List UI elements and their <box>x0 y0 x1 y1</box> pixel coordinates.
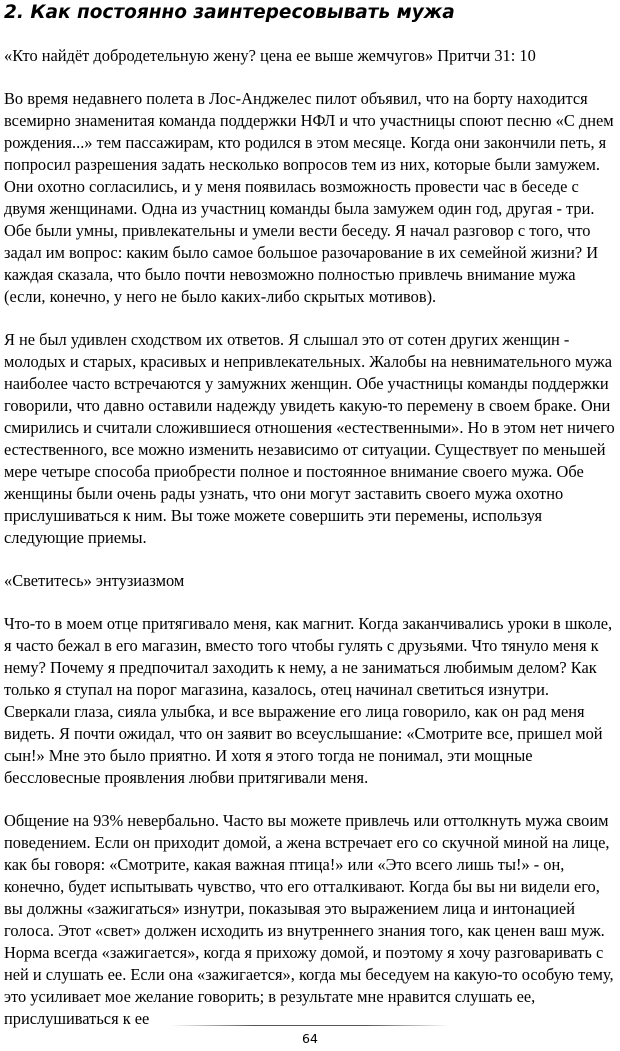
page-body <box>4 45 616 1051</box>
page-number: 64 <box>302 1031 318 1046</box>
paragraph: Во время недавнего полета в Лос-Анджелес пилот объявил, что на борту находится всемирно знаменитая команда поддержки НФЛ и что участницы споют песню «С днем рождения...» тем пассажирам, кто родился в этом месяце. Когда они закончили петь, я попросил разрешения задать несколько вопросов тем из них, которые были замужем. Они охотно согласились, и у меня появилась возможность провести час в беседе с двумя женщинами. Одна из участниц команды была замужем один год, другая - три. Обе были умны, привлекательны и умели вести беседу. Я начал разговор с того, что задал им вопрос: каким было самое большое разочарование в их семейной жизни? И каждая сказала, что было почти невозможно полностью привлечь внимание мужа (если, конечно, у него не было каких-либо скрытых мотивов). <box>4 89 614 306</box>
chapter-heading: 2. Как постоянно заинтересовывать мужа <box>4 2 455 23</box>
paragraph: Общение на 93% невербально. Часто вы можете привлечь или оттолкнуть мужа своим поведением. Если он приходит домой, а жена встречает его со скучной миной на лице, как бы говоря: «Смотрите, какая важная птица!» или «Это всего лишь ты!» - он, конечно, будет испытывать чувство, что его отталкивают. Когда бы вы ни видели его, вы должны «зажигаться» изнутри, показывая это выражением лица и интонацией голоса. Этот «свет» должен исходить из внутреннего знания того, как ценен ваш муж. Норма всегда «зажигается», когда я прихожу домой, и поэтому я хочу разговаривать с ней и слушать ее. Если она «зажигается», когда мы беседуем на какую-то особую тему, это усиливает мое желание говорить; в результате мне нравится слушать ее, прислушиваться к ее <box>4 811 614 1028</box>
paragraph: Я не был удивлен сходством их ответов. Я слышал это от сотен других женщин - молодых и старых, красивых и непривлекательных. Жалобы на невнимательного мужа наиболее часто встречаются у замужних женщин. Обе участницы команды поддержки говорили, что давно оставили надежду увидеть какую-то перемену в своем браке. Они смирились и считали сложившиеся отношения «естественными». Но в этом нет ничего естественного, все можно изменить независимо от ситуации. Существует по меньшей мере четыре способа приобрести полное и постоянное внимание своего мужа. Обе женщины были очень рады узнать, что они могут заставить своего мужа охотно прислушиваться к ним. Вы тоже можете совершить эти перемены, используя следующие приемы. <box>4 330 615 547</box>
footer-divider <box>170 1025 450 1026</box>
epigraph: «Кто найдёт добродетельную жену? цена ее выше жемчугов» Притчи 31: 10 <box>4 46 536 65</box>
section-subheading: «Светитесь» энтузиазмом <box>4 571 185 590</box>
paragraph: Что-то в моем отце притягивало меня, как магнит. Когда заканчивались уроки в школе, я часто бежал в его магазин, вместо того чтобы гулять с друзьями. Что тянуло меня к нему? Почему я предпочитал заходить к нему, а не заниматься любимым делом? Как только я ступал на порог магазина, казалось, отец начинал светиться изнутри. Сверкали глаза, сияла улыбка, и все выражение его лица говорило, как он рад меня видеть. Я почти ожидал, что он заявит во всеуслышание: «Смотрите все, пришел мой сын!» Мне это было приятно. И хотя я этого тогда не понимал, эти мощные бессловесные проявления любви притягивали меня. <box>4 614 613 787</box>
